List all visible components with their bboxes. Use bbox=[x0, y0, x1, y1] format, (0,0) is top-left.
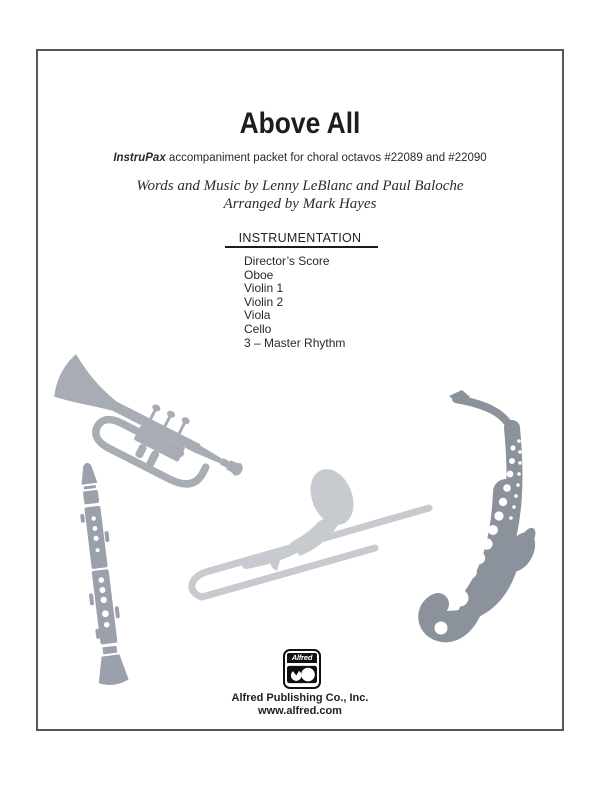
list-item: Violin 2 bbox=[244, 294, 284, 309]
subtitle-text: accompaniment packet for choral octavos #22089 and #22090 bbox=[165, 152, 487, 164]
instrumentation-heading: INSTRUMENTATION bbox=[238, 231, 362, 245]
list-item: Viola bbox=[244, 308, 271, 323]
instrumentation-underline bbox=[225, 246, 378, 248]
list-item: 3 – Master Rhythm bbox=[244, 335, 346, 350]
list-item: Violin 1 bbox=[244, 281, 284, 296]
alfred-logo-text: Alfred bbox=[287, 653, 317, 663]
page-title: Above All bbox=[239, 107, 361, 140]
instrumentation-list bbox=[244, 255, 345, 350]
subtitle bbox=[0, 152, 600, 164]
alfred-logo-mark-icon bbox=[287, 664, 317, 685]
credits bbox=[0, 177, 600, 213]
credit-words-music: Words and Music by Lenny LeBlanc and Paul Baloche bbox=[136, 178, 464, 194]
instrupax-brand: InstruPax bbox=[113, 152, 166, 164]
website-url: www.alfred.com bbox=[258, 705, 342, 717]
list-item: Director’s Score bbox=[244, 254, 330, 268]
list-item: Cello bbox=[244, 321, 272, 336]
publisher-name: Alfred Publishing Co., Inc. bbox=[231, 692, 369, 704]
alfred-logo bbox=[283, 649, 321, 689]
list-item: Oboe bbox=[244, 267, 274, 282]
credit-arranger: Arranged by Mark Hayes bbox=[223, 196, 377, 212]
